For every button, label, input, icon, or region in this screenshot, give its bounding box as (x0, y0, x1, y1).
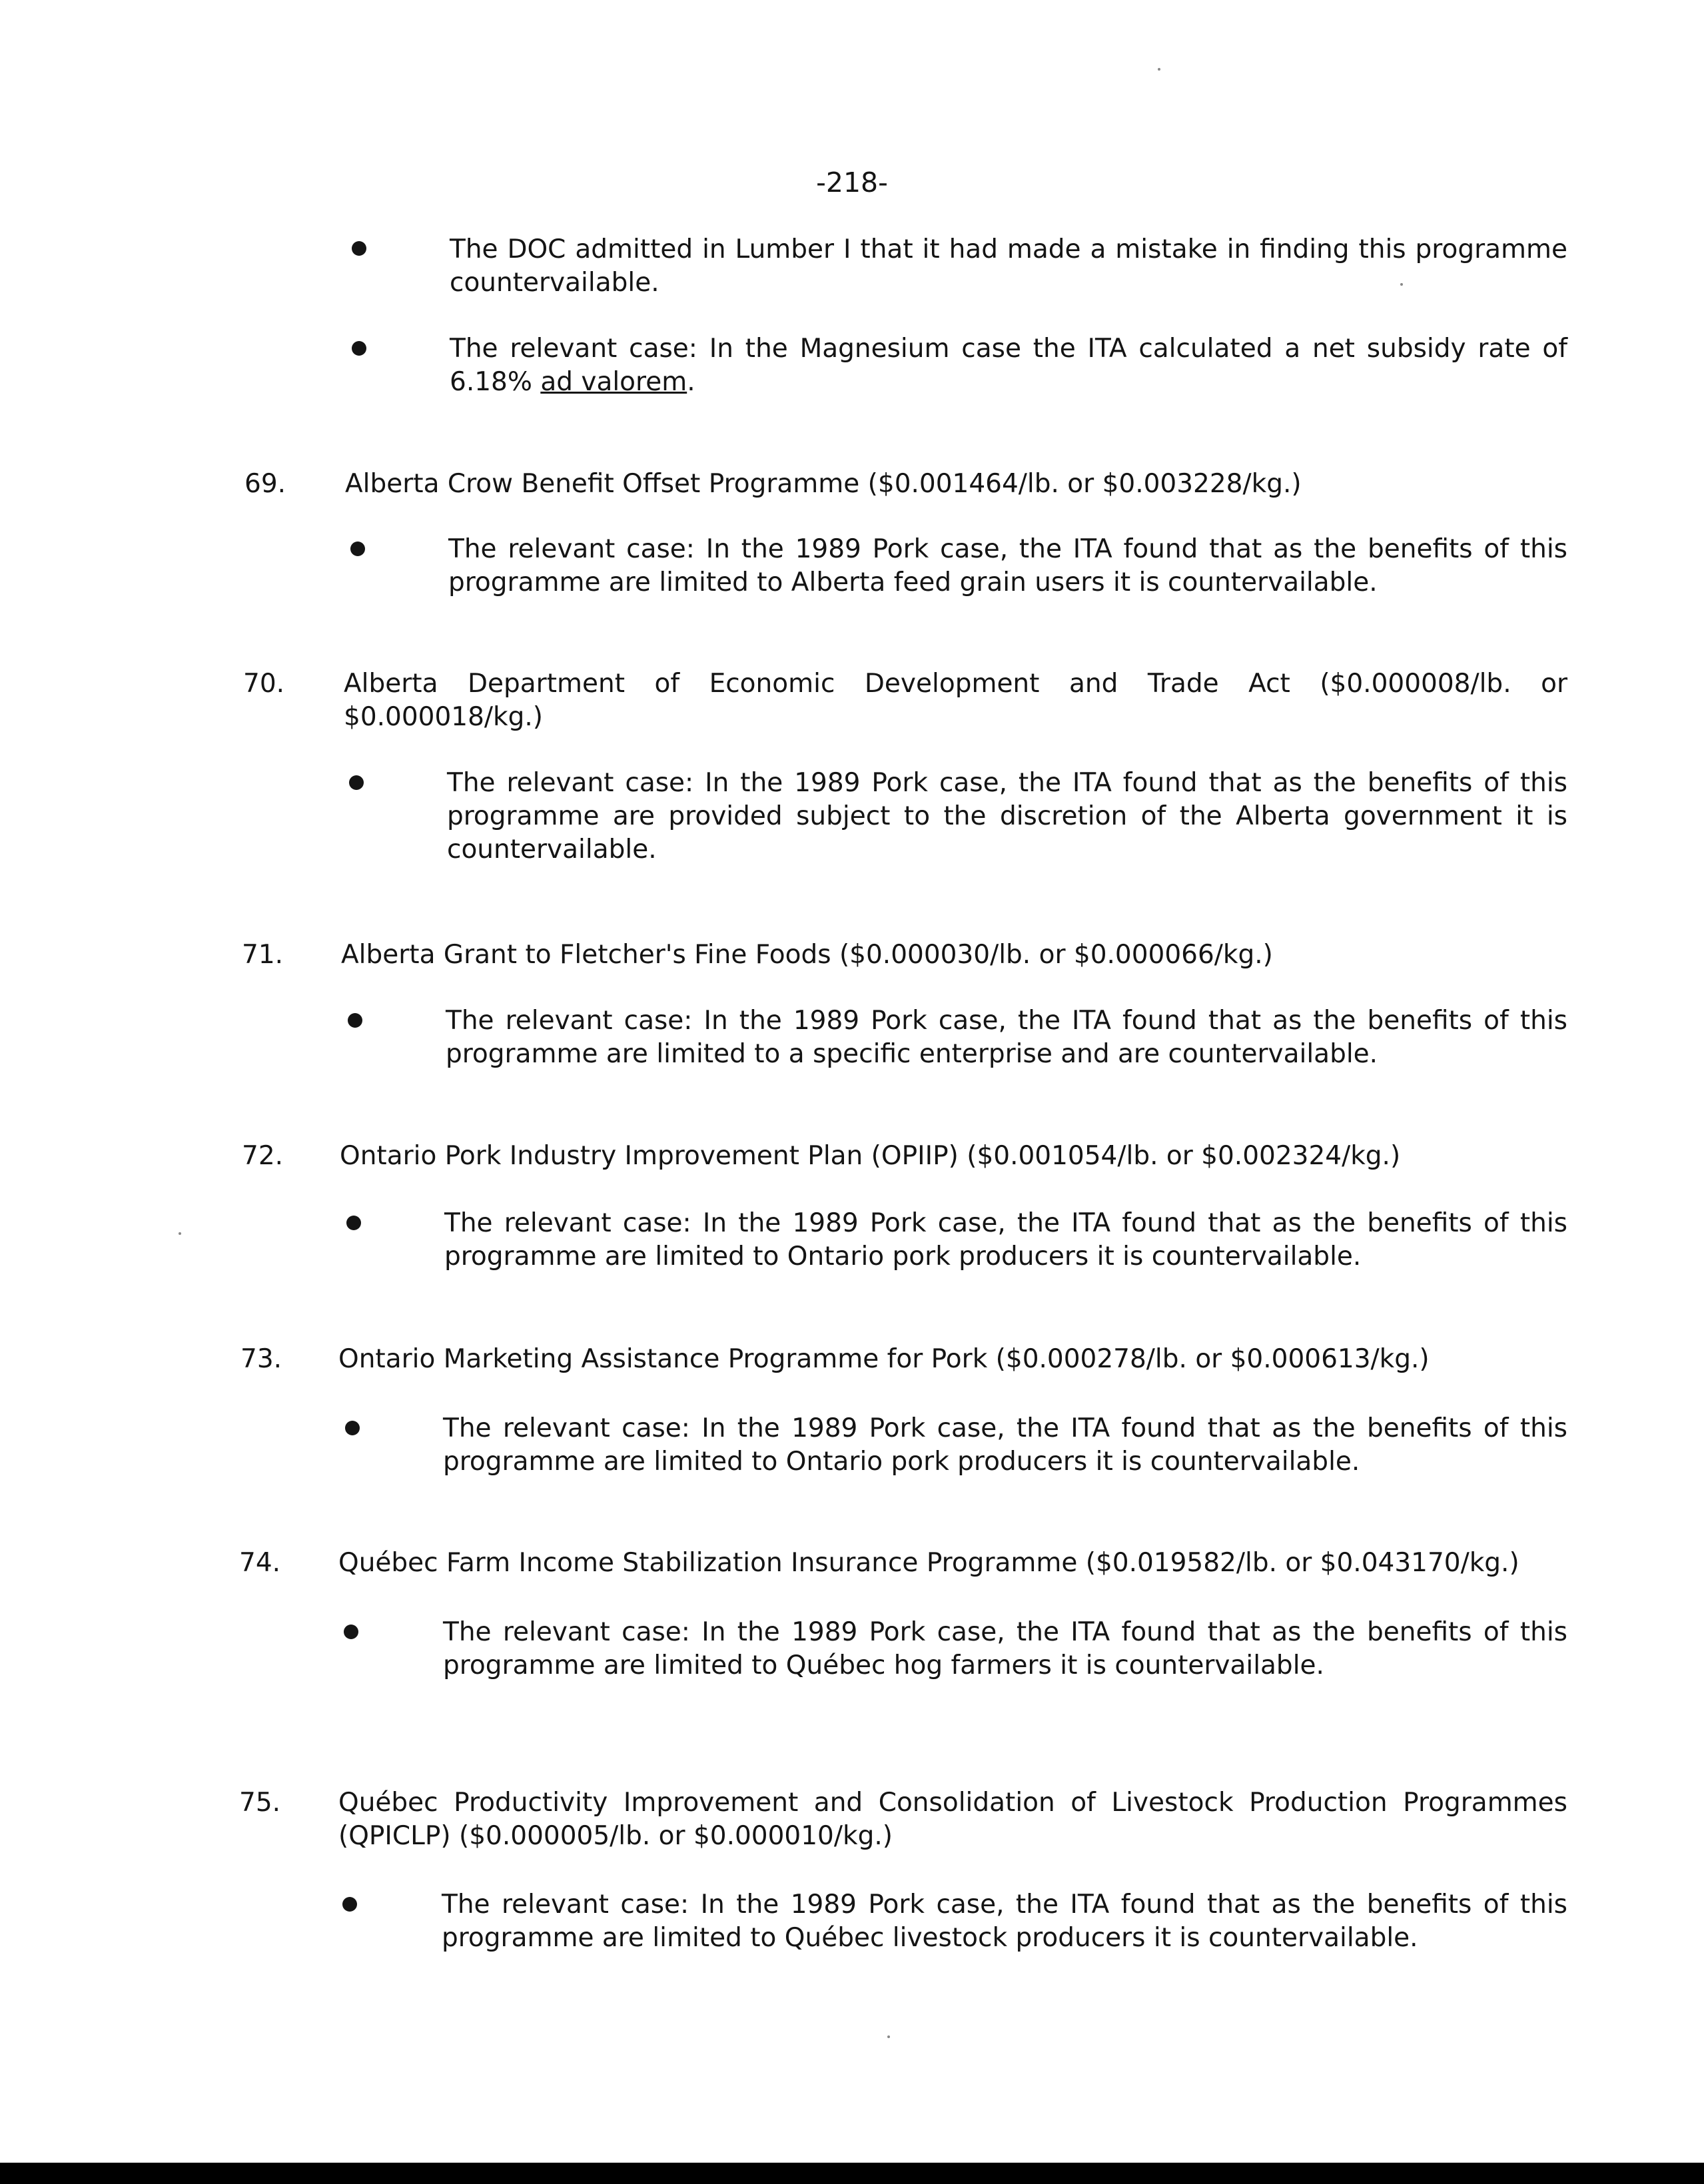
bullet-dot (349, 775, 364, 790)
bullet-dot (352, 241, 366, 256)
item-bullet-74: The relevant case: In the 1989 Pork case, the ITA found that as the benefits of this programme are limited to Québec hog farmers it is countervailable. (443, 1617, 1567, 1680)
item-bullet-72: The relevant case: In the 1989 Pork case, the ITA found that as the benefits of this programme are limited to Ontario pork producers it is countervailable. (444, 1208, 1567, 1272)
item-title-74: Québec Farm Income Stabilization Insurance Programme ($0.019582/lb. or $0.043170/kg.) (338, 1548, 1519, 1578)
item-number-71: 71. (242, 940, 284, 970)
ad-valorem-text: ad valorem (540, 367, 687, 397)
item-number-73: 73. (240, 1344, 282, 1374)
item-title-69: Alberta Crow Benefit Offset Programme ($0.001464/lb. or $0.003228/kg.) (345, 469, 1302, 499)
item-title-73: Ontario Marketing Assistance Programme for Pork ($0.000278/lb. or $0.000613/kg.) (338, 1344, 1430, 1374)
intro-bullet-2-end: . (687, 367, 695, 397)
item-bullet-69: The relevant case: In the 1989 Pork case, the ITA found that as the benefits of this programme are limited to Alberta feed grain users it is countervailable. (448, 534, 1567, 597)
item-title-72: Ontario Pork Industry Improvement Plan (OPIIP) ($0.001054/lb. or $0.002324/kg.) (340, 1141, 1401, 1171)
intro-bullet-1-text: The DOC admitted in Lumber I that it had made a mistake in finding this programme countervailable. (450, 234, 1567, 298)
intro-bullet-2-lead: The relevant case: In the Magnesium case the ITA calculated a net subsidy rate of 6.18% (450, 334, 1567, 397)
item-title-75: Québec Productivity Improvement and Consolidation of Livestock Production Programmes (QPICLP) ($0.000005/lb. or $0.000010/kg.) (338, 1788, 1567, 1851)
item-bullet-70: The relevant case: In the 1989 Pork case, the ITA found that as the benefits of this programme are provided subject to the discretion of the Alberta government it is countervailable. (447, 768, 1567, 865)
item-number-75: 75. (239, 1788, 281, 1818)
bullet-dot (350, 542, 365, 556)
item-bullet-75: The relevant case: In the 1989 Pork case, the ITA found that as the benefits of this programme are limited to Québec livestock producers it is countervailable. (442, 1890, 1567, 1953)
page-number: -218- (816, 167, 888, 198)
scan-speck (887, 2035, 890, 2038)
item-title-71: Alberta Grant to Fletcher's Fine Foods ($0.000030/lb. or $0.000066/kg.) (341, 940, 1273, 970)
scan-speck (1158, 68, 1160, 71)
item-number-69: 69. (244, 469, 286, 499)
item-number-72: 72. (242, 1141, 284, 1171)
item-number-70: 70. (243, 669, 285, 699)
footer-bar (0, 2163, 1704, 2184)
item-number-74: 74. (239, 1548, 281, 1578)
bullet-dot (346, 1216, 361, 1230)
item-bullet-73: The relevant case: In the 1989 Pork case, the ITA found that as the benefits of this programme are limited to Ontario pork producers it is countervailable. (443, 1413, 1567, 1477)
intro-bullet-2-text (450, 332, 1567, 399)
scan-speck (1400, 283, 1403, 286)
bullet-dot (342, 1897, 357, 1912)
bullet-dot (345, 1421, 360, 1435)
bullet-dot (344, 1625, 358, 1639)
bullet-dot (352, 341, 366, 356)
item-bullet-71: The relevant case: In the 1989 Pork case, the ITA found that as the benefits of this programme are limited to a specific enterprise and are countervailable. (446, 1006, 1567, 1069)
scan-speck (179, 1232, 181, 1235)
bullet-dot (348, 1013, 362, 1028)
item-title-70: Alberta Department of Economic Development and Trade Act ($0.000008/lb. or $0.000018/kg.) (344, 669, 1567, 732)
